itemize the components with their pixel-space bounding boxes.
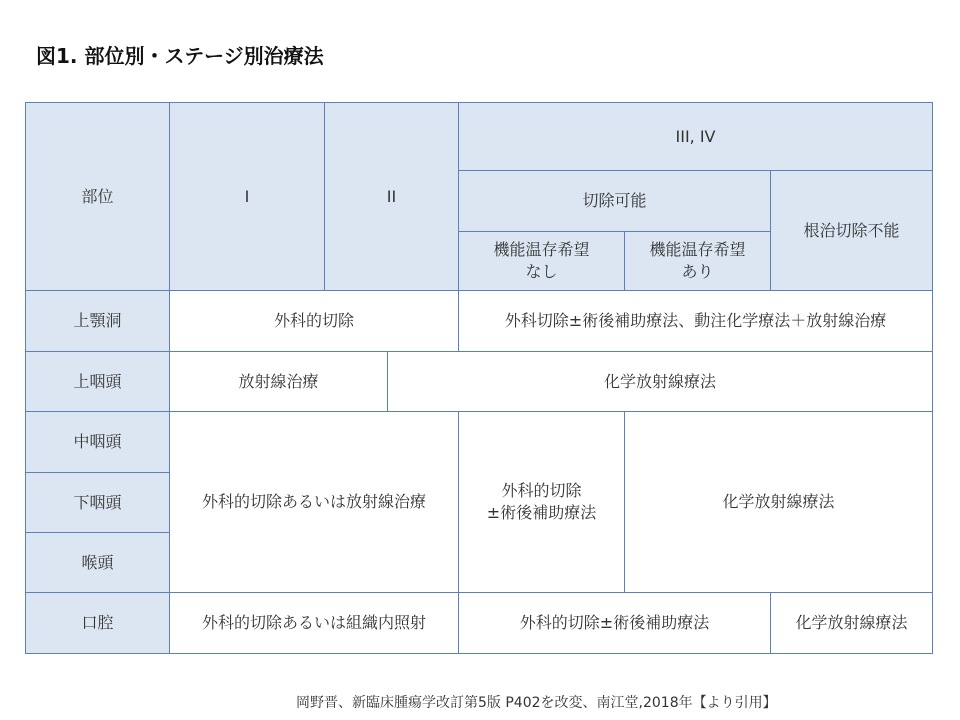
row-header-oral-cavity: 口腔 xyxy=(26,593,170,654)
header-organ-preservation-no: 機能温存希望 なし xyxy=(459,232,625,291)
row-header-larynx: 喉頭 xyxy=(26,533,170,593)
nasopharynx-advanced-treatment: 化学放射線療法 xyxy=(388,352,933,412)
pharynx-larynx-early-treatment: 外科的切除あるいは放射線治療 xyxy=(170,412,459,593)
header-unresectable: 根治切除不能 xyxy=(771,171,933,291)
treatment-table xyxy=(25,102,933,654)
oral-cavity-unresectable-treatment: 化学放射線療法 xyxy=(771,593,933,654)
oral-cavity-early-treatment: 外科的切除あるいは組織内照射 xyxy=(170,593,459,654)
maxillary-sinus-early-treatment: 外科的切除 xyxy=(170,291,459,352)
oral-cavity-resectable-treatment: 外科的切除±術後補助療法 xyxy=(459,593,771,654)
row-header-maxillary-sinus: 上顎洞 xyxy=(26,291,170,352)
nasopharynx-early-treatment: 放射線治療 xyxy=(170,352,388,412)
row-header-nasopharynx: 上咽頭 xyxy=(26,352,170,412)
maxillary-sinus-advanced-treatment: 外科切除±術後補助療法、動注化学療法＋放射線治療 xyxy=(459,291,933,352)
row-header-oropharynx: 中咽頭 xyxy=(26,412,170,473)
figure-title: 図1. 部位別・ステージ別治療法 xyxy=(36,44,324,68)
header-stage-2: II xyxy=(325,103,459,291)
header-organ-preservation-yes: 機能温存希望 あり xyxy=(625,232,771,291)
header-stage-1: I xyxy=(170,103,325,291)
header-stage-3-4: III, IV xyxy=(459,103,933,171)
header-site: 部位 xyxy=(26,103,170,291)
row-header-hypopharynx: 下咽頭 xyxy=(26,473,170,533)
citation-note: 岡野晋、新臨床腫瘍学改訂第5版 P402を改変、南江堂,2018年【より引用】 xyxy=(296,695,777,711)
header-resectable: 切除可能 xyxy=(459,171,771,232)
pharynx-larynx-resectable-treatment: 外科的切除 ±術後補助療法 xyxy=(459,412,625,593)
pharynx-larynx-advanced-treatment: 化学放射線療法 xyxy=(625,412,933,593)
